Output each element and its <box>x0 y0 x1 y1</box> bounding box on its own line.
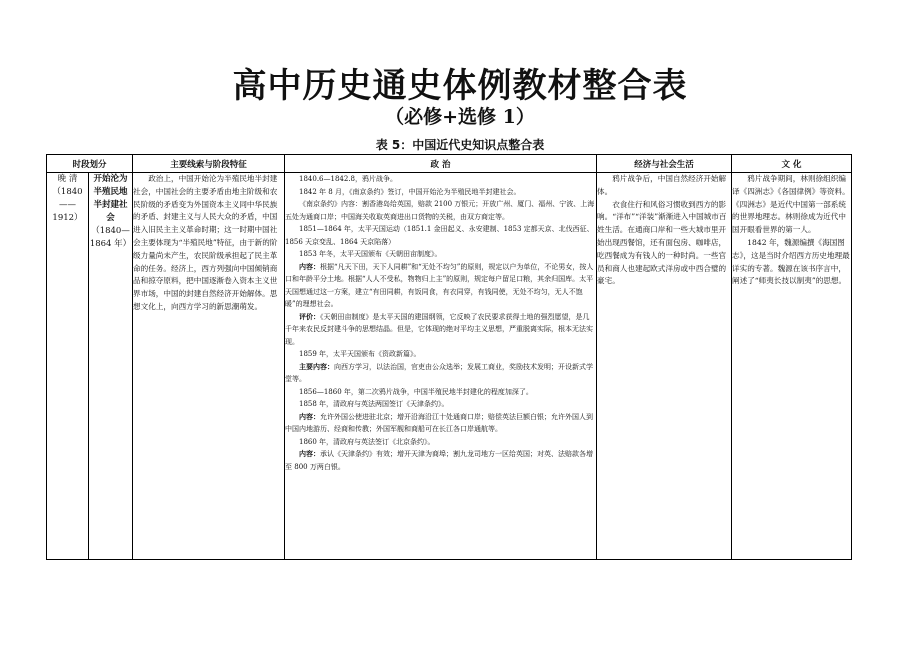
politics-paragraph-text: 1858 年，清政府与英法两国签订《天津条约》。 <box>299 400 449 408</box>
document-title: 高中历史通史体例教材整合表 <box>232 66 688 106</box>
politics-paragraph-text: 1842 年 8 月，《南京条约》签订，中国开始沦为半殖民地半封建社会。 <box>299 187 521 196</box>
economy-cell <box>597 173 732 560</box>
table-caption: 表 5：中国近代史知识点整合表 <box>375 138 545 152</box>
politics-paragraph-text: 1860 年，清政府与英法签订《北京条约》。 <box>299 437 435 446</box>
header-period: 时段划分 <box>47 155 133 173</box>
politics-paragraph-text: 《天朝田亩制度》是太平天国的建国纲领，它反映了农民要求获得土地的强烈愿望，是几千年来农民反封建斗争的思想结晶。但是，它体现的绝对平均主义思想，严重脱离实际，根本无法实现。 <box>285 312 594 346</box>
header-main-clue: 主要线索与阶段特征 <box>133 155 285 173</box>
politics-paragraph <box>285 186 596 199</box>
culture-cell <box>732 173 852 560</box>
politics-paragraph-text: 根据“凡天下田，天下人同耕”和“无处不均匀”的原则，规定以户为单位，不论男女，按人口和年龄平分土地。根据“人人不受私，物物归上主”的原则，规定每户留足口粮，其余归国库。太平天国想通过这一方案，建立“有田同耕，有饭同食，有衣同穿，有钱同使，无处不均匀，无人不饱暖”的理想社会。 <box>285 262 594 308</box>
politics-paragraph-label: 内容： <box>299 262 321 271</box>
politics-paragraph-label: 评价： <box>299 312 321 321</box>
header-culture: 文 化 <box>732 155 852 173</box>
politics-paragraph-label: 内容： <box>299 412 321 421</box>
politics-paragraph-text: 《南京条约》内容：割香港岛给英国，赔款 2100 万银元；开放广州、厦门、福州、宁波、上海五处为通商口岸；中国海关收取英商进出口货物的关税，由双方商定等。 <box>285 200 595 221</box>
politics-paragraph-text: 1859 年，太平天国颁布《资政新篇》。 <box>299 350 421 358</box>
politics-paragraph <box>285 261 596 311</box>
economy-paragraph: 鸦片战争后，中国自然经济开始解体。 <box>597 174 727 196</box>
politics-paragraph <box>285 411 596 436</box>
politics-paragraph <box>285 398 596 411</box>
politics-paragraph <box>285 223 596 248</box>
politics-paragraph <box>285 311 596 349</box>
politics-paragraph-label: 内容： <box>299 450 321 458</box>
header-economy: 经济与社会生活 <box>597 155 732 173</box>
politics-paragraph <box>285 448 596 473</box>
culture-paragraph: 1842 年，魏源编撰《海国图志》，这是当时介绍西方历史地理最详实的专著。魏源在该书序言中，阐述了“师夷长技以制夷”的思想。 <box>732 237 850 286</box>
table-header-row <box>47 155 852 173</box>
period-years: （1840——1912） <box>52 187 83 223</box>
stage-cell <box>89 173 133 560</box>
header-politics: 政 治 <box>285 155 597 173</box>
history-integration-table <box>46 154 852 560</box>
politics-cell <box>285 173 597 560</box>
stage-feature-text: 政治上，中国开始沦为半殖民地半封建社会，中国社会的主要矛盾由地主阶级和农民阶级的矛盾变为外国资本主义同中华民族的矛盾、封建主义与人民大众的矛盾，中国进入旧民主主义革命时期；这一时期中国社会主要体现为“半殖民地”特征，由于新的阶级力量尚未产生，农民阶级承担起了民主革命的任务。经济上，西方列强向中国倾销商品和掠夺原料，把中国逐渐卷入资本主义世界市场，中国的封建自然经济开始解体。思想文化上，向西方学习的新思潮萌发。 <box>133 174 278 311</box>
politics-paragraph <box>285 248 596 261</box>
politics-paragraph-text: 1853 年冬，太平天国颁布《天朝田亩制度》。 <box>299 250 442 258</box>
politics-paragraph <box>285 198 596 223</box>
politics-paragraph-text: 1856—1860 年，第二次鸦片战争，中国半殖民地半封建化的程度加深了。 <box>299 387 533 396</box>
period-cell <box>47 173 89 560</box>
period-name: 晚 清 <box>57 174 78 184</box>
politics-paragraph <box>285 348 596 361</box>
politics-paragraph-text: 允许外国公使进驻北京；增开沿海沿江十处通商口岸；赔偿英法巨额白银；允许外国人到中国内地游历、经商和传教；外国军舰和商船可在长江各口岸通航等。 <box>285 412 594 433</box>
table-row <box>47 173 852 560</box>
economy-paragraph: 衣食住行和风俗习惯收到西方的影响。“洋布”“洋装”渐渐进入中国城市百姓生活。在通商口岸和一些大城市里开始出现西餐馆，还有面包房、咖啡店，吃西餐成为有钱人的一种时尚。一些官员和商人也建起欧式洋房或中西合璧的豪宅。 <box>597 199 727 286</box>
politics-list <box>285 173 596 473</box>
politics-paragraph <box>285 361 596 386</box>
politics-paragraph <box>285 436 596 449</box>
politics-paragraph-text: 向西方学习，以法治国，官吏由公众选举；发展工商业，奖励技术发明；开设新式学堂等。 <box>285 362 594 383</box>
document-subtitle: （必修+选修 1） <box>385 106 535 128</box>
stage-years: （1840—1864 年） <box>89 226 132 249</box>
stage-feature-cell <box>133 173 285 560</box>
politics-paragraph-text: 承认《天津条约》有效；增开天津为商埠；割九龙司地方一区给英国；对英、法赔款各增至 800 万两白银。 <box>285 450 594 471</box>
culture-paragraph: 鸦片战争期间，林则徐组织编译《四洲志》《各国律例》等资料。《四洲志》是近代中国第一部系统的世界地理志。林则徐成为近代中国开眼看世界的第一人。 <box>732 174 850 235</box>
politics-paragraph-text: 1851—1864 年，太平天国运动（1851.1 金田起义、永安建制、1853 定都天京、北伐西征、1856 天京变乱、1864 天京陷落） <box>285 225 594 246</box>
politics-paragraph <box>285 173 596 186</box>
politics-paragraph-text: 1840.6—1842.8，鸦片战争。 <box>299 175 398 183</box>
politics-paragraph <box>285 386 596 399</box>
politics-paragraph-label: 主要内容： <box>299 362 335 371</box>
stage-name: 开始沦为半殖民地半封建社会 <box>93 174 128 223</box>
